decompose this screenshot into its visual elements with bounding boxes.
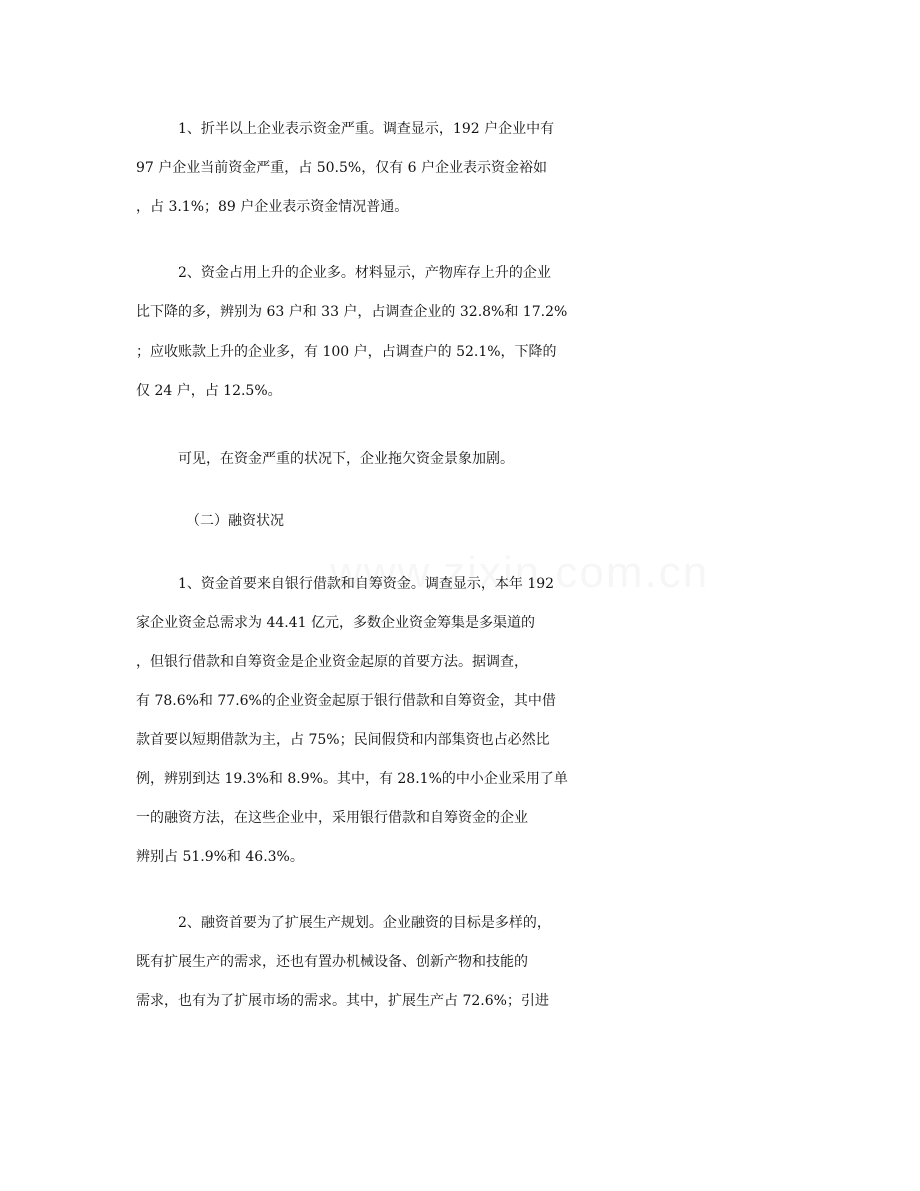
paragraph-line: 需求，也有为了扩展市场的需求。其中，扩展生产占 72.6%；引进	[136, 993, 549, 1009]
paragraph-line: 可见，在资金严重的状况下，企业拖欠资金景象加剧。	[178, 451, 514, 467]
section-heading: （二）融资状况	[186, 513, 284, 529]
paragraph-line: 既有扩展生产的需求，还也有置办机械设备、创新产物和技能的	[136, 954, 528, 970]
paragraph-line: 比下降的多，辨别为 63 户和 33 户，占调查企业的 32.8%和 17.2%	[136, 304, 568, 320]
paragraph-line: 97 户企业当前资金严重，占 50.5%，仅有 6 户企业表示资金裕如	[136, 160, 547, 176]
paragraph-line: 1、资金首要来自银行借款和自筹资金。调查显示，本年 192	[178, 576, 555, 592]
paragraph-line: 辨别占 51.9%和 46.3%。	[136, 849, 304, 865]
paragraph-line: 仅 24 户，占 12.5%。	[136, 383, 282, 399]
paragraph-line: 2、融资首要为了扩展生产规划。企业融资的目标是多样的，	[178, 915, 551, 931]
paragraph-line: 例，辨别到达 19.3%和 8.9%。其中，有 28.1%的中小企业采用了单	[136, 771, 568, 787]
paragraph-line: ；应收账款上升的企业多，有 100 户，占调查户的 52.1%，下降的	[136, 344, 557, 360]
paragraph-line: 2、资金占用上升的企业多。材料显示，产物库存上升的企业	[178, 265, 551, 281]
paragraph-line: 1、折半以上企业表示资金严重。调查显示，192 户企业中有	[178, 121, 555, 137]
paragraph-line: 家企业资金总需求为 44.41 亿元，多数企业资金筹集是多渠道的	[136, 615, 535, 631]
paragraph-line: 款首要以短期借款为主，占 75%；民间假贷和内部集资也占必然比	[136, 732, 550, 748]
paragraph-line: ，但银行借款和自筹资金是企业资金起原的首要方法。据调查，	[136, 654, 528, 670]
paragraph-line: ，占 3.1%；89 户企业表示资金情况普通。	[136, 199, 409, 215]
paragraph-line: 一的融资方法，在这些企业中，采用银行借款和自筹资金的企业	[136, 810, 528, 826]
paragraph-line: 有 78.6%和 77.6%的企业资金起原于银行借款和自筹资金，其中借	[136, 693, 556, 709]
